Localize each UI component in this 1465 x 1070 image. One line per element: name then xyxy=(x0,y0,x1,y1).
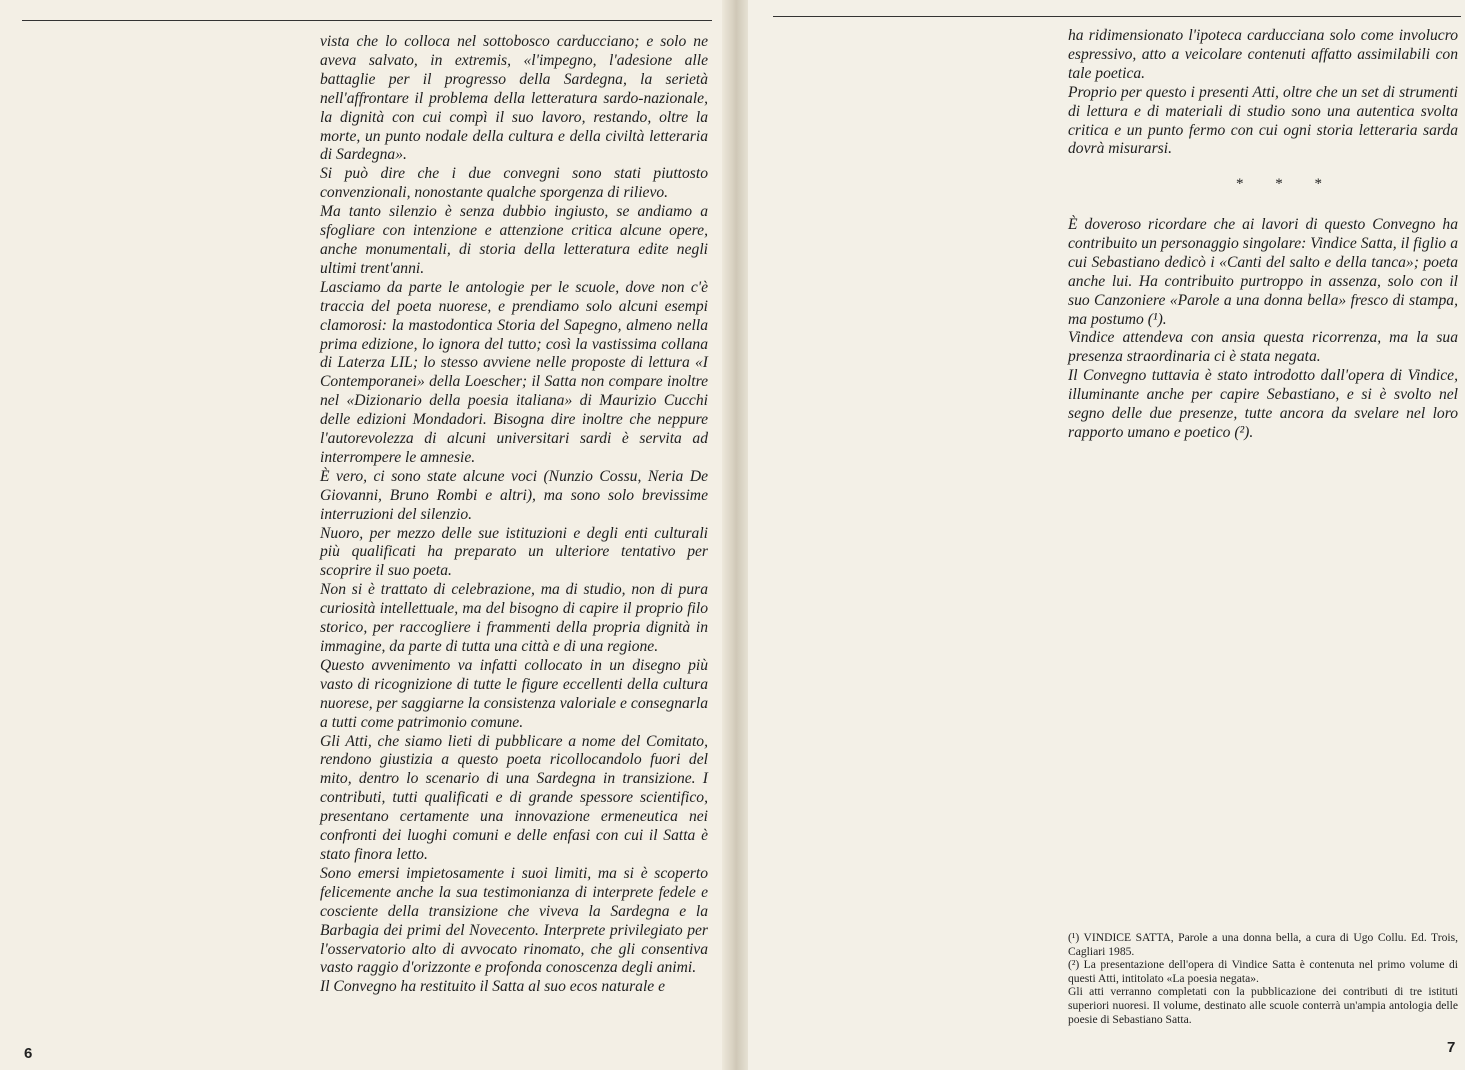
right-page xyxy=(735,0,1465,1070)
paragraph: Nuoro, per mezzo delle sue istituzioni e degli enti culturali più qualificati ha preparato un ulteriore tentativo per scoprire il suo poeta. xyxy=(320,524,708,580)
page-number-right: 7 xyxy=(1447,1039,1456,1056)
paragraph: Proprio per questo i presenti Atti, oltre che un set di strumenti di lettura e di materiali di studio sono una autentica svolta critica e un punto fermo con cui ogni storia letteraria sarda dovrà misurarsi. xyxy=(1068,83,1458,158)
left-header-rule xyxy=(22,20,712,21)
footnote: Gli atti verranno completati con la pubblicazione dei contributi di tre istituti superiori nuoresi. Il volume, destinato alle scuole conterrà un'ampia antologia delle poesie di Sebastiano Satta. xyxy=(1068,985,1458,1026)
right-body-text-top xyxy=(1068,27,1458,159)
paragraph: Lasciamo da parte le antologie per le scuole, dove non c'è traccia del poeta nuorese, e prendiamo solo alcuni esempi clamorosi: la mastodontica Storia del Sapegno, almeno nella prima edizione, lo ignora del tutto; così la vastissima collana di Laterza LIL; lo stesso avviene nelle proposte di lettura «I Contemporanei» della Loescher; il Satta non compare inoltre nel «Dizionario della poesia italiana» di Maurizio Cucchi delle edizioni Mondadori. Bisogna dire inoltre che neppure l'autorevolezza di alcuni universitari sardi è servita ad interrompere le amnesie. xyxy=(320,278,708,466)
right-header-rule xyxy=(773,16,1461,17)
footnotes xyxy=(1068,931,1458,1026)
page-number-left: 6 xyxy=(24,1045,33,1062)
paragraph: Gli Atti, che siamo lieti di pubblicare a nome del Comitato, rendono giustizia a questo poeta ricollocandolo fuori del mito, dentro lo scenario di una Sardegna in transizione. I contributi, tutti qualificati e di grande spessore scientifico, presentano certamente una innovazione ermeneutica nei confronti dei luoghi comuni e delle enfasi con cui il Satta è stato finora letto. xyxy=(320,732,708,863)
paragraph: ha ridimensionato l'ipoteca carducciana solo come involucro espressivo, atto a veicolare contenuti affatto assimilabili con tale poetica. xyxy=(1068,27,1458,82)
paragraph: Questo avvenimento va infatti collocato in un disegno più vasto di ricognizione di tutte le figure eccellenti della cultura nuorese, per saggiarne la consistenza valoriale e consegnarla a tutti come patrimonio comune. xyxy=(320,656,708,731)
paragraph: Il Convegno ha restituito il Satta al suo ecos naturale e xyxy=(320,978,666,996)
paragraph: Sono emersi impietosamente i suoi limiti, ma si è scoperto felicemente anche la sua testimonianza di interprete fedele e cosciente della transizione che viveva la Sardegna e la Barbagia dei primi del Novecento. Interprete privilegiato per l'osservatorio alto di avvocato rinomato, che gli consentiva vasto raggio d'orizzonte e profonda conoscenza degli animi. xyxy=(320,864,708,977)
footnote: (²) La presentazione dell'opera di Vindice Satta è contenuta nel primo volume di questi Atti, intitolato «La poesia negata». xyxy=(1068,958,1458,985)
section-separator: * * * xyxy=(1236,176,1336,192)
paragraph: È doveroso ricordare che ai lavori di questo Convegno ha contribuito un personaggio singolare: Vindice Satta, il figlio a cui Sebastiano dedicò i «Canti del salto e della tanca»; poeta anche lui. Ha contribuito purtroppo in assenza, solo con il suo Canzoniere «Parole a una donna bella» fresco di stampa, ma postumo (¹). xyxy=(1068,216,1458,328)
book-gutter xyxy=(722,0,748,1070)
footnote: (¹) VINDICE SATTA, Parole a una donna bella, a cura di Ugo Collu. Ed. Trois, Cagliari 1985. xyxy=(1068,931,1458,958)
paragraph: Si può dire che i due convegni sono stati piuttosto convenzionali, nonostante qualche sporgenza di rilievo. xyxy=(320,165,708,202)
paragraph: È vero, ci sono state alcune voci (Nunzio Cossu, Neria De Giovanni, Bruno Rombi e altri), ma sono solo brevissime interruzioni del silenzio. xyxy=(320,467,708,523)
left-body-text xyxy=(320,33,708,997)
paragraph: Ma tanto silenzio è senza dubbio ingiusto, se andiamo a sfogliare con intenzione e attenzione critica alcune opere, anche monumentali, di storia della letteratura edite negli ultimi trent'anni. xyxy=(320,203,708,277)
right-body-text-bottom xyxy=(1068,216,1458,443)
paragraph: Il Convegno tuttavia è stato introdotto dall'opera di Vindice, illuminante anche per capire Sebastiano, e si è svolto nel segno delle due presenze, tutte ancora da svelare nel loro rapporto umano e poetico (²). xyxy=(1068,367,1458,441)
paragraph: vista che lo colloca nel sottobosco carducciano; e solo ne aveva salvato, in extremis, «l'impegno, l'adesione alle battaglie per il progresso della Sardegna, la serietà nell'affrontare il problema della letteratura sardo-nazionale, la dignità con cui compì il suo lavoro, restando, oltre la morte, un punto nodale della cultura e della civiltà letteraria di Sardegna». xyxy=(320,33,708,164)
paragraph: Vindice attendeva con ansia questa ricorrenza, ma la sua presenza straordinaria ci è stata negata. xyxy=(1068,329,1458,366)
paragraph: Non si è trattato di celebrazione, ma di studio, non di pura curiosità intellettuale, ma del bisogno di capire il proprio filo storico, per raccogliere i frammenti della propria dignità in immagine, da parte di tutta una città e di una regione. xyxy=(320,581,708,655)
